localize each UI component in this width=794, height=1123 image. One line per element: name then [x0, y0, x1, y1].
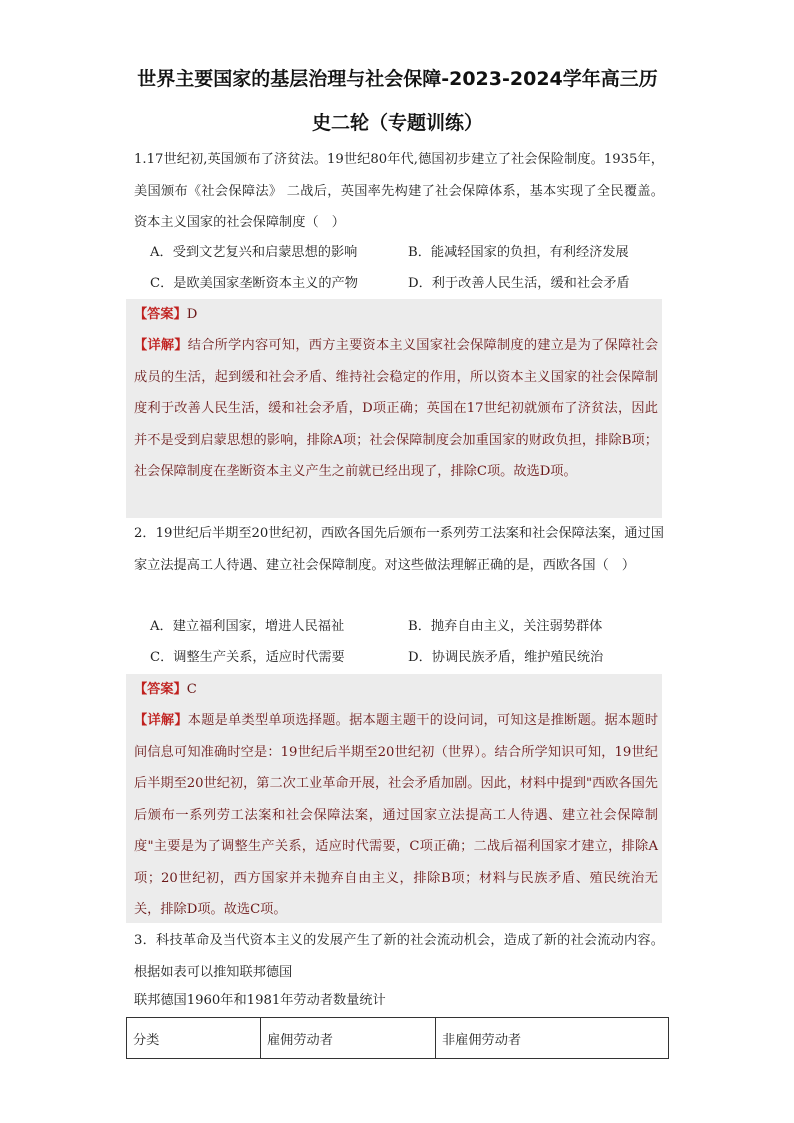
question-1-answer [126, 299, 662, 330]
question-1-detail [126, 330, 662, 518]
question-1-option-a: A．受到文艺复兴和启蒙思想的影响 [150, 245, 358, 260]
question-1-stem: 1.17世纪初,英国颁布了济贫法。19世纪80年代,德国初步建立了社会保险制度。1935年，美国颁布《社会保障法》 二战后，英国率先构建了社会保障体系，基本实现了全民覆盖。资本主义国家的社会保障制度（ ） [134, 152, 664, 230]
detail-label: 【详解】 [134, 713, 188, 728]
answer-value: C [186, 682, 197, 697]
doc-title-line2: 史二轮（专题训练） [311, 112, 483, 134]
table-header-row [127, 1018, 669, 1059]
question-2-stem: 2．19世纪后半期至20世纪初，西欧各国先后颁布一系列劳工法案和社会保障法案，通过国家立法提高工人待遇、建立社会保障制度。对这些做法理解正确的是，西欧各国（ ） [134, 526, 664, 573]
labor-stats-table [126, 1017, 669, 1059]
question-2-answer [126, 674, 662, 705]
question-2-option-d: D．协调民族矛盾，维护殖民统治 [408, 650, 604, 665]
detail-label: 【详解】 [134, 338, 188, 353]
detail-text: 结合所学内容可知，西方主要资本主义国家社会保障制度的建立是为了保障社会成员的生活，起到缓和社会矛盾、维持社会稳定的作用，所以资本主义国家的社会保障制度利于改善人民生活，缓和社会矛盾，D项正确；英国在17世纪初就颁布了济贫法，因此并不是受到启蒙思想的影响，排除A项；社会保障制度会加重国家的财政负担，排除B项；社会保障制度在垄断资本主义产生之前就已经出现了，排除C项。故选D项。 [134, 338, 659, 479]
question-1-option-d: D．利于改善人民生活，缓和社会矛盾 [408, 276, 630, 291]
question-1-option-c: C．是欧美国家垄断资本主义的产物 [150, 276, 358, 291]
question-2-option-c: C．调整生产关系，适应时代需要 [150, 650, 345, 665]
table-header-non-employed: 非雇佣劳动者 [436, 1018, 669, 1059]
table-header-employed: 雇佣劳动者 [261, 1018, 436, 1059]
doc-title-line1: 世界主要国家的基层治理与社会保障-2023-2024学年高三历 [137, 68, 658, 90]
question-1-option-b: B．能减轻国家的负担，有利经济发展 [408, 245, 629, 260]
question-2-detail [126, 705, 662, 923]
answer-label: 【答案】 [134, 682, 187, 697]
table-header-category: 分类 [127, 1018, 261, 1059]
answer-value: D [186, 307, 198, 322]
detail-text: 本题是单类型单项选择题。据本题主题干的设问词，可知这是推断题。据本题时间信息可知准确时空是：19世纪后半期至20世纪初（世界）。结合所学知识可知，19世纪后半期至20世纪初，第二次工业革命开展，社会矛盾加剧。因此，材料中提到"西欧各国先后颁布一系列劳工法案和社会保障法案，通过国家立法提高工人待遇、建立社会保障制度"主要是为了调整生产关系，适应时代需要，C项正确；二战后福利国家才建立，排除A项；20世纪初，西方国家并未抛弃自由主义，排除B项；材料与民族矛盾、殖民统治无关，排除D项。故选C项。 [134, 713, 659, 917]
question-2-option-a: A．建立福利国家，增进人民福祉 [150, 619, 345, 634]
answer-label: 【答案】 [134, 307, 187, 322]
table-caption: 联邦德国1960年和1981年劳动者数量统计 [134, 993, 386, 1008]
question-3-stem: 3．科技革命及当代资本主义的发展产生了新的社会流动机会，造成了新的社会流动内容。根据如表可以推知联邦德国 [134, 933, 664, 980]
question-2-option-b: B．抛弃自由主义，关注弱势群体 [408, 619, 603, 634]
